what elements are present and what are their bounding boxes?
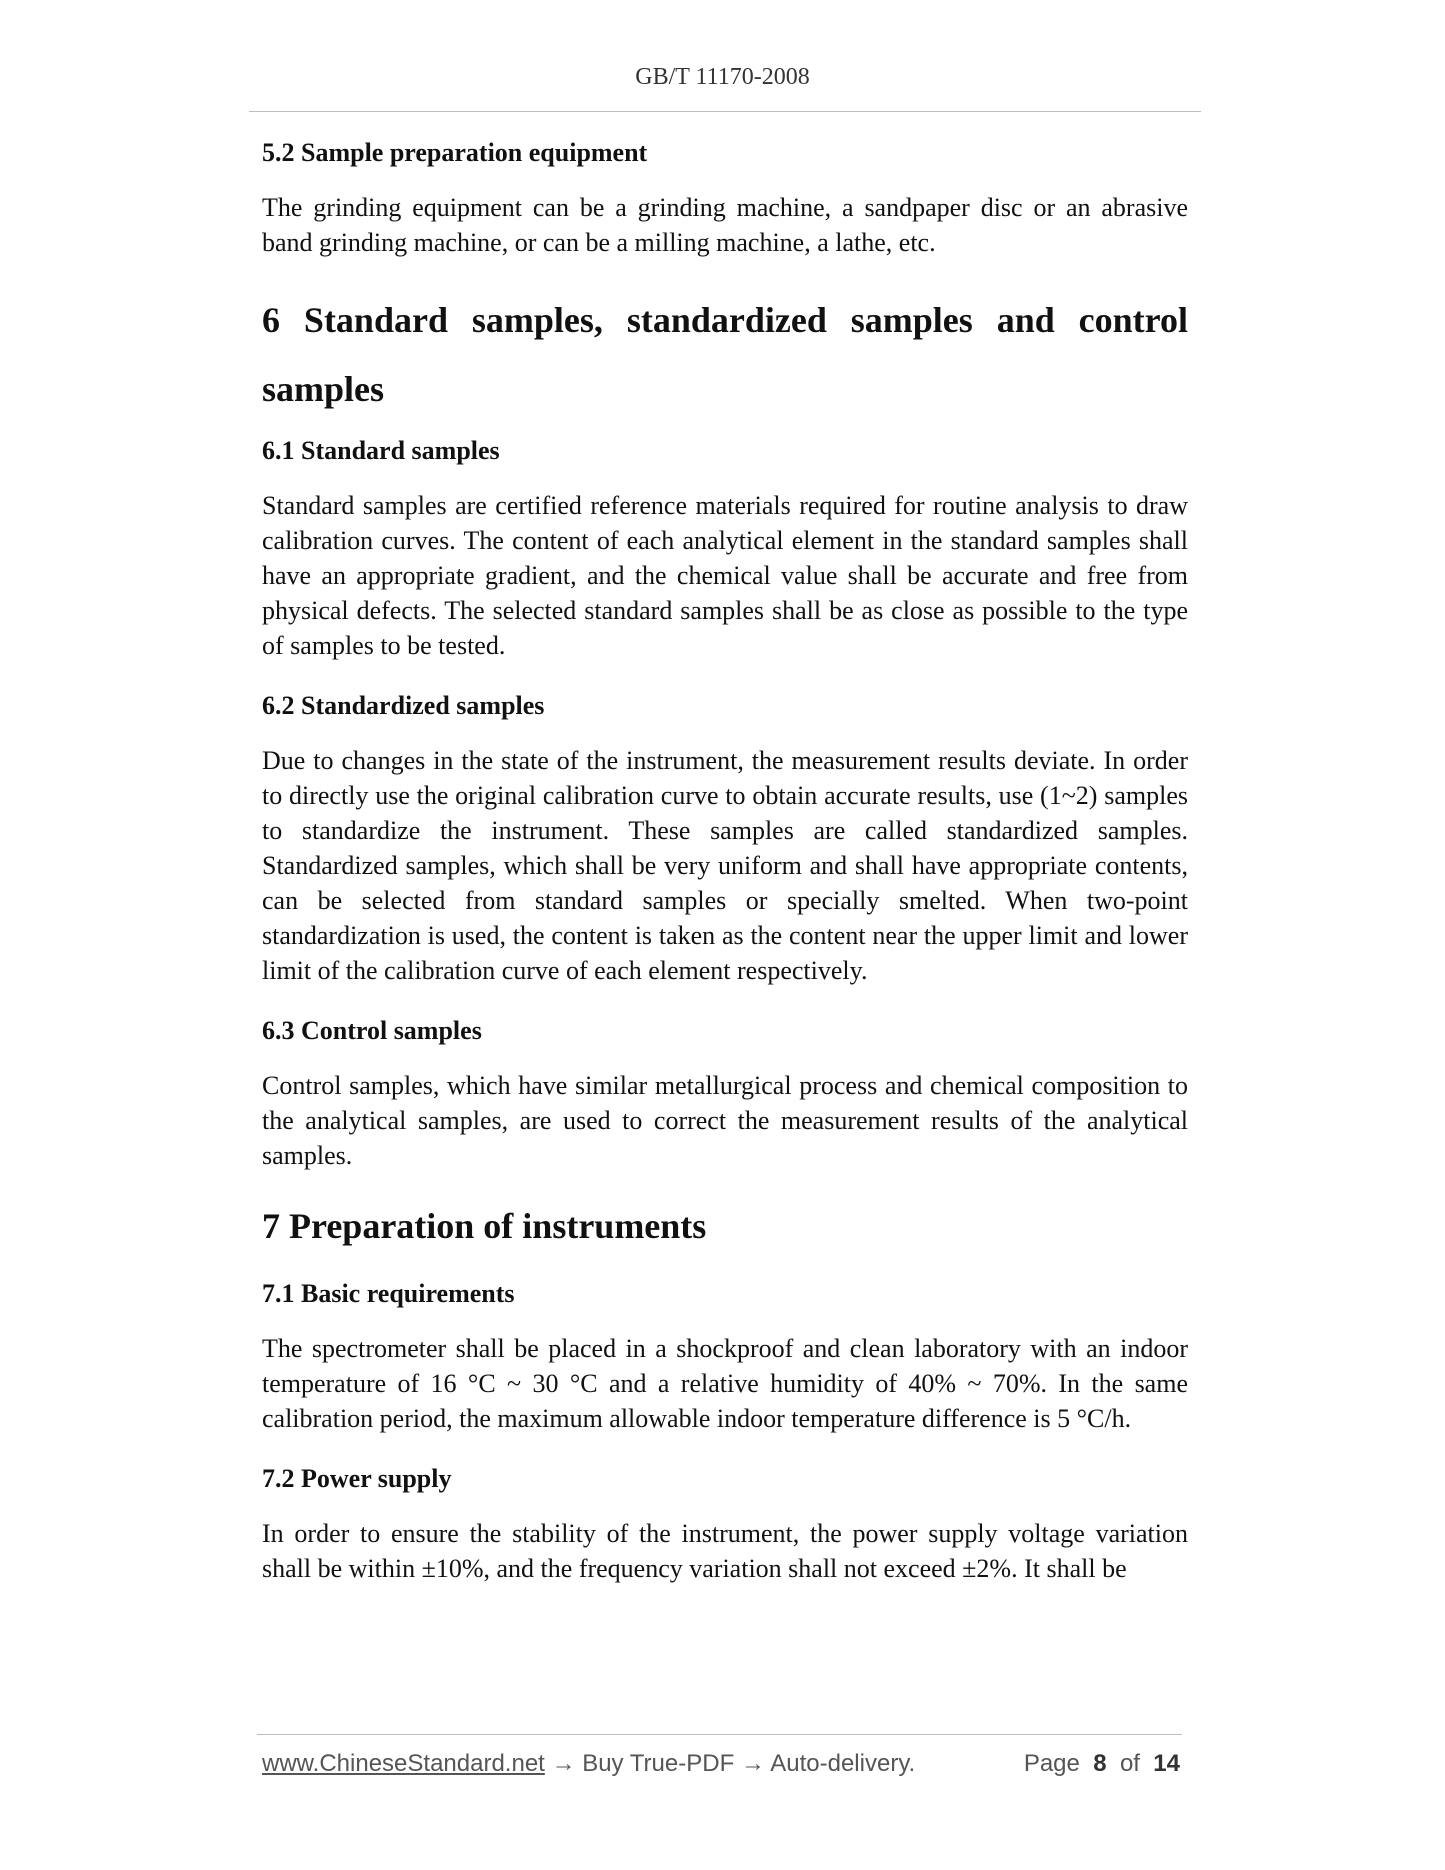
section-7-1-heading: 7.1 Basic requirements [262,1279,515,1308]
footer-divider [257,1734,1182,1735]
arrow-right-icon: → [544,1750,583,1777]
section-6-1-paragraph: Standard samples are certified reference materials required for routine analysis to draw calibration curves. The content of each analytical element in the standard samples shall have an appropriate gradient, and the chemical value shall be accurate and free from physical defects. The selected standard samples shall be as close as possible to the type of samples to be tested. [262,491,1188,660]
document-header-title: GB/T 11170-2008 [635,64,810,90]
page-total: 14 [1153,1750,1180,1777]
page-indicator [1024,1750,1180,1778]
auto-delivery-text: Auto-delivery. [770,1750,916,1777]
arrow-right-icon: → [734,1750,771,1777]
section-7-2-paragraph: In order to ensure the stability of the instrument, the power supply voltage variation shall be within ±10%, and the frequency variation shall not exceed ±2%. It shall be [262,1519,1188,1583]
buy-true-pdf-text: Buy True-PDF [582,1750,735,1777]
header-divider [249,111,1201,112]
document-body [262,136,1188,1612]
section-5-2-paragraph: The grinding equipment can be a grinding machine, a sandpaper disc or an abrasive band grinding machine, or can be a milling machine, a lathe, etc. [262,193,1188,257]
section-7-heading: 7 Preparation of instruments [262,1206,707,1246]
section-7-1-paragraph: The spectrometer shall be placed in a shockproof and clean laboratory with an indoor temperature of 16 °C ~ 30 °C and a relative humidity of 40% ~ 70%. In the same calibration period, the maximum allowable indoor temperature difference is 5 °C/h. [262,1334,1188,1433]
section-6-heading: 6 Standard samples, standardized samples and control samples [262,300,1188,409]
section-6-1-heading: 6.1 Standard samples [262,436,500,465]
page-number: 8 [1093,1750,1107,1777]
section-6-2-heading: 6.2 Standardized samples [262,691,545,720]
section-6-3-heading: 6.3 Control samples [262,1016,482,1045]
section-7-2-heading: 7.2 Power supply [262,1464,452,1493]
section-5-2-heading: 5.2 Sample preparation equipment [262,138,648,167]
page-label: Page [1023,1750,1080,1777]
chinesestandard-link[interactable]: www.ChineseStandard.net [262,1750,545,1777]
page-footer [262,1750,1180,1778]
of-label: of [1119,1750,1140,1777]
section-6-2-paragraph: Due to changes in the state of the instrument, the measurement results deviate. In order to directly use the original calibration curve to obtain accurate results, use (1~2) samples to standardize the instrument. These samples are called standardized samples. Standardized samples, which shall be very uniform and shall have appropriate contents, can be selected from standard samples or specially smelted. When two-point standardization is used, the content is taken as the content near the upper limit and lower limit of the calibration curve of each element respectively. [262,746,1188,985]
section-6-3-paragraph: Control samples, which have similar metallurgical process and chemical composition to the analytical samples, are used to correct the measurement results of the analytical samples. [262,1071,1188,1170]
